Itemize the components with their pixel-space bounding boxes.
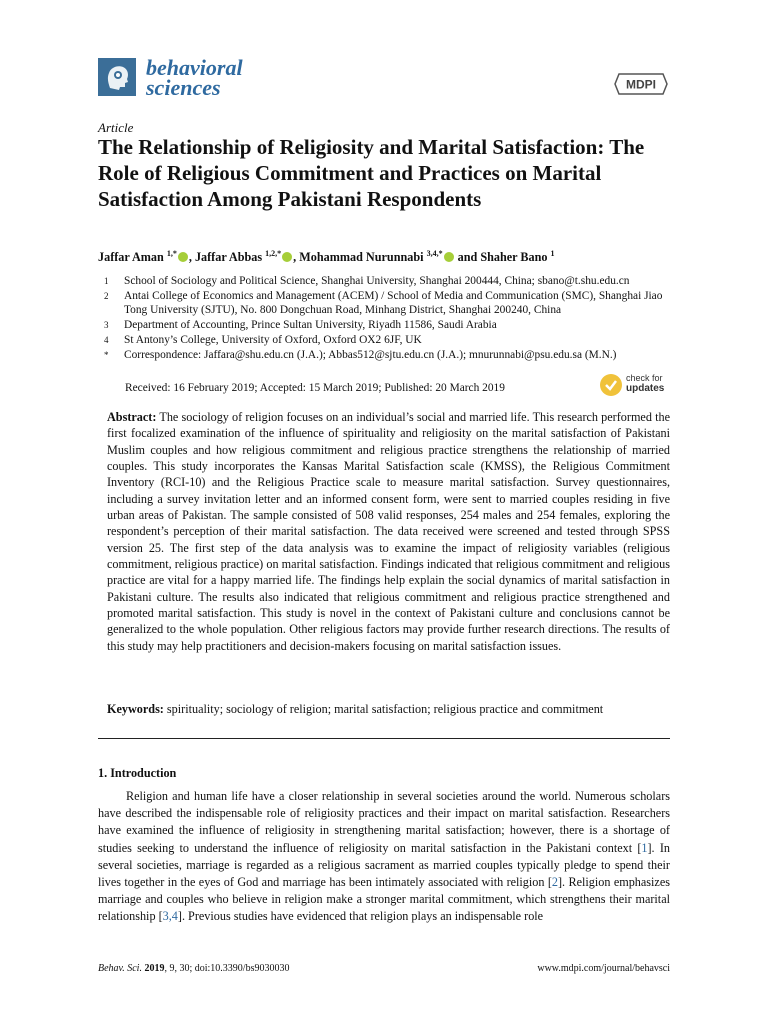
keywords-label: Keywords:	[107, 702, 164, 716]
mdpi-logo-text: MDPI	[626, 77, 656, 92]
abstract	[107, 409, 670, 654]
author-affiliation-marker: 1,*	[166, 249, 177, 258]
intro-text: ]. In several societies, marriage is regarded as a religious sacrament as married couples typically pledge to spend their lives together in the eyes of God and marriage has been intimately associated with religion [	[98, 840, 670, 890]
footer-journal-abbrev: Behav. Sci.	[98, 963, 142, 974]
journal-name-line2: sciences	[146, 75, 221, 100]
check-updates-icon	[600, 374, 622, 396]
affiliation-list	[98, 274, 673, 362]
author-affiliation-marker: 1,2,*	[265, 249, 282, 258]
orcid-icon[interactable]	[444, 252, 454, 262]
affiliation-number: 3	[104, 320, 109, 331]
article-type-label: Article	[98, 120, 134, 135]
author-list: Jaffar Aman $^{1,*}$ , Jaffar Abbas $^{1,2,*}$ , Mohammad Nurunnabi $^{3,4,*}$ and Shaher Bano $^1$	[98, 249, 555, 265]
citation-link[interactable]: 3,4	[162, 909, 178, 924]
affiliation-item	[98, 318, 673, 333]
author-affiliation-marker: 1	[550, 249, 555, 258]
affiliation-number: 4	[104, 334, 109, 345]
footer-citation	[98, 963, 289, 974]
intro-text: ]. Previous studies have evidenced that religion plays an indispensable role	[177, 909, 544, 924]
author-name[interactable]: Mohammad Nurunnabi	[299, 250, 424, 265]
affiliation-number: 1	[104, 276, 109, 286]
citation-link[interactable]: 2	[551, 875, 558, 890]
affiliation-text: School of Sociology and Political Science, Shanghai University, Shanghai 200444, China; sbano@t.shu.edu.cn	[124, 275, 630, 287]
check-updates-line2: updates	[626, 383, 665, 394]
affiliation-number: 2	[104, 290, 109, 301]
check-for-updates-button[interactable]	[600, 372, 670, 400]
journal-name[interactable]	[146, 55, 243, 100]
mdpi-logo-icon[interactable]	[613, 70, 669, 98]
journal-name-line1: behavioral	[146, 55, 243, 80]
correspondence-item	[98, 348, 673, 363]
section-heading: 1. Introduction	[98, 766, 177, 780]
affiliation-text: Department of Accounting, Prince Sultan University, Riyadh 11586, Saudi Arabia	[124, 319, 497, 332]
author-name[interactable]: Shaher Bano	[480, 250, 548, 265]
affiliation-text: St Antony’s College, University of Oxford, Oxford OX2 6JF, UK	[124, 333, 422, 346]
correspondence-text[interactable]: Correspondence: Jaffara@shu.edu.cn (J.A.); Abbas512@sjtu.edu.cn (J.A.); mnurunnabi@psu.edu.sa (M.N.)	[124, 348, 617, 361]
intro-text: Religion and human life have a closer relationship in several societies around the world. Numerous scholars have described the indispensable role of religiosity practices and their impact on marital satisfaction. Researchers have examined the influence of religiosity in strengthening marital satisfaction; however, there is a shortage of studies seeking to understand the influence of religiosity on marital satisfaction in the Pakistani context [	[98, 789, 670, 855]
affiliation-item	[98, 274, 673, 289]
affiliation-number: *	[104, 349, 109, 360]
journal-logo-icon	[98, 58, 136, 96]
section-divider	[98, 738, 670, 739]
footer-year: 2019	[144, 963, 165, 974]
publication-dates: Received: 16 February 2019; Accepted: 15 March 2019; Published: 20 March 2019	[125, 382, 505, 394]
footer-journal-url[interactable]: www.mdpi.com/journal/behavsci	[537, 963, 670, 974]
affiliation-text: Antai College of Economics and Management (ACEM) / School of Media and Communication (SMC), Shanghai Jiao Tong University (SJTU), No. 800 Dongchuan Road, Minhang District, Shanghai 200240, China	[124, 289, 663, 317]
orcid-icon[interactable]	[282, 252, 292, 262]
abstract-label: Abstract:	[107, 410, 157, 424]
intro-text: ]. Religion emphasizes marriage and couples who believe in religion make a stronger marital commitment, which strengthens their marital relationship [	[98, 875, 670, 924]
footer-citation-rest: , 9, 30; doi:10.3390/bs9030030	[164, 963, 290, 974]
introduction-paragraph	[98, 788, 670, 926]
keywords-text: spirituality; sociology of religion; marital satisfaction; religious practice and commitment	[166, 702, 604, 716]
affiliation-item	[98, 333, 673, 348]
check-updates-line1: check for	[626, 373, 663, 383]
citation-link[interactable]: 1	[641, 840, 648, 855]
orcid-icon[interactable]	[178, 252, 188, 262]
author-name[interactable]: Jaffar Aman	[98, 250, 164, 265]
affiliation-item	[98, 289, 673, 318]
author-affiliation-marker: 3,4,*	[426, 249, 443, 258]
keywords	[107, 702, 670, 717]
article-title: The Relationship of Religiosity and Marital Satisfaction: The Role of Religious Commitment and Practices on Marital Satisfaction Among Pakistani Respondents	[98, 135, 645, 211]
author-name[interactable]: Jaffar Abbas	[194, 250, 263, 265]
abstract-text: The sociology of religion focuses on an individual’s social and married life. This research performed the first focalized examination of the influence of spirituality and religiosity on the marital satisfaction of Pakistani Muslim couples and how religious commitment and religious practice strengthens the relationship of married couples. This study incorporates the Kansas Marital Satisfaction scale (KMSS), the Religious Commitment Inventory (RCI-10) and the Religious Practice scale to measure marital satisfaction. Survey questionnaires, including a survey invitation letter and an informed consent form, were sent to married couples residing in five urban areas of Pakistan. The sample consisted of 508 valid responses, 254 males and 254 females, exploring the respondent’s perception of their marital satisfaction. The data received were screened and tested through SPSS version 25. The first step of the data analysis was to examine the impact of religiosity variables (religious commitment, religious practice) on marital satisfaction. Findings indicated that religious commitment and religious practice are vital for a happy married life. The findings help explain the social dynamics of marital satisfaction in Pakistani culture. The results also indicated that religious commitment and religious practice strengthened and promoted marital satisfaction. This study is novel in the context of Pakistani culture and conclusions cannot be generalized to the whole population. Other religious factors may provide further research directions. The results of this study may help practitioners and decision-makers focusing on marital satisfaction issues.	[107, 410, 670, 653]
